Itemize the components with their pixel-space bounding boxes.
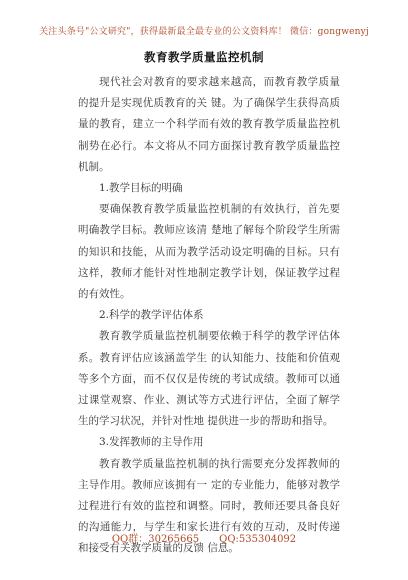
section-heading-3: 3.发挥教师的主导作用 [99,436,204,449]
section-paragraph-1: 要确保教育教学质量监控机制的有效执行，首先要明确教学目标。教师应该清 楚地了解每个阶段学生所需的知识和技能，从而为教学活动设定明确的目标。只有 这样，教师才能针对性地制定教学计划，保证教学过程的有效性。 [78,203,340,301]
section-paragraph-2: 教育教学质量监控机制要依赖于科学的教学评估体系。教育评估应该涵盖学生 的认知能力、技能和价值观等多个方面，而不仅仅是传统的考试成绩。教师可以通 过课堂观察、作业、测试等方式进行评估，全面了解学生的学习状况，并针对性地 提供进一步的帮助和指导。 [78,330,340,428]
footer-qq-number: QQ:535304092 [219,534,297,545]
footer-contact [0,534,408,546]
intro-paragraph: 现代社会对教育的要求越来越高，而教育教学质量的提升是实现优质教育的关 键。为了确保学生获得高质量的教育，建立一个科学而有效的教育教学质量监控机 制势在必行。本文将从不同方面探讨教育教学质量监控机制。 [78,76,340,173]
footer-qq-group: QQ群：30265665 [111,534,200,545]
section-heading-1: 1.教学目标的明确 [99,182,183,195]
document-title: 教育教学质量监控机制 [144,50,264,64]
section-paragraph-3: 教育教学质量监控机制的执行需要充分发挥教师的主导作用。教师应该拥有一 定的专业能力，能够对教学过程进行有效的监控和调整。同时，教师还要具备良好 的沟通能力，与学生和家长进行有效的互动，及时传递和接受有关教学质量的反馈 信息。 [78,457,340,555]
section-heading-2: 2.科学的教学评估体系 [99,309,204,322]
header-banner: 关注头条号"公文研究"，获得最新最全最专业的公文资料库！ 微信：gongwenyj [39,27,369,37]
document-body [78,72,340,560]
